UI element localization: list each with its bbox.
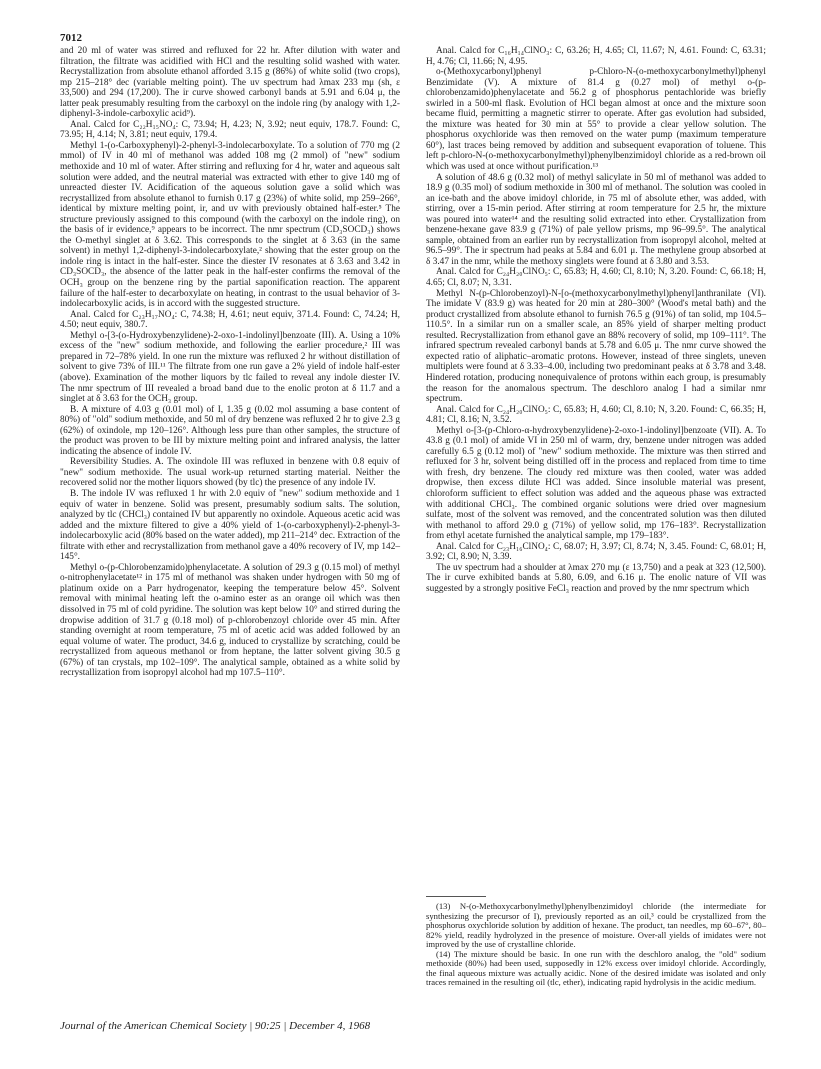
paragraph: Anal. Calcd for C₂₂H₁₅NO₄: C, 73.94; H, 4.23; N, 3.92; neut equiv, 178.7. Found: C, 73.95; H, 4.14; N, 3.81; neut equiv, 179.4. (60, 119, 400, 141)
paragraph: Methyl o-[3-(p-Chloro-α-hydroxybenzylidene)-2-oxo-1-indolinyl]benzoate (VII). A. To 43.8 g (0.1 mol) of amide VI in 250 ml of warm, dry, benzene under nitrogen was added carefully 6.5 g (0.12 mol) of "new" sodium methoxide. The mixture was then stirred and refluxed for 3 hr, solvent being distilled off in the process and replaced from time to time with fresh, dry benzene. The cloudy red mixture was then cooled, water was added dropwise, then excess dilute HCl was added. Since insoluble material was present, chloroform sufficient to effect solution was added and the aqueous phase was extracted with additional CHCl₃. The combined organic solutions were dried over magnesium sulfate, most of the solvent was removed, and the concentrated solution was then diluted with methanol to afford 29.0 g (71%) of yellow solid, mp 176–183°. Recrystallization from ethyl acetate furnished the analytical sample, mp 179–183°. (426, 425, 766, 542)
paragraph: Reversibility Studies. A. The oxindole III was refluxed in benzene with 0.8 equiv of "new" sodium methoxide. The usual work-up returned starting material. Neither the recovered solid nor the mother liquors showed (by tlc) the presence of any indole IV. (60, 457, 400, 489)
paragraph: Methyl N-(p-Chlorobenzoyl)-N-[o-(methoxycarbonylmethyl)phenyl]anthranilate (VI). The imidate V (83.9 g) was heated for 20 min at 280–300° (Wood's metal bath) and the product crystallized from absolute ethanol to furnish 76.5 g (91%) of tan solid, mp 104.5–110.5°. In a similar run on a smaller scale, an 85% yield of sharper melting product resulted. Recrystallization from ethanol gave an 88% recovery of solid, mp 109–111°. The infrared spectrum revealed carbonyl bands at 5.78 and 6.05 μ. The nmr curve showed the expected ratio of aliphatic–aromatic protons. However, instead of three singlets, uneven multiplets were found at δ 3.33–4.00, including two predominant peaks at δ 3.78 and 3.48. Hindered rotation, producing nonequivalence of protons within each group, is presumably the reason for the anomalous spectrum. The deschloro analog I had a similar nmr spectrum. (426, 288, 766, 405)
right-column (426, 46, 766, 594)
journal-footer: Journal of the American Chemical Society | 90:25 | December 4, 1968 (60, 1020, 371, 1032)
paragraph: Anal. Calcd for C₂₄H₂₀ClNO₅: C, 65.83; H, 4.60; Cl, 8.10; N, 3.20. Found: C, 66.35; H, 4.81; Cl, 8.16; N, 3.52. (426, 404, 766, 426)
paragraph: The uv spectrum had a shoulder at λmax 270 mμ (ε 13,750) and a peak at 323 (12,500). The ir curve exhibited bands at 5.80, 6.09, and 6.16 μ. The enolic nature of VII was suggested by a strongly positive FeCl₃ reaction and proved by the nmr spectrum which (426, 562, 766, 594)
footnote-divider (426, 896, 486, 897)
footnote: (14) The mixture should be basic. In one run with the deschloro analog, the "old" sodium methoxide (80%) had been used, supposedly in 12% excess over imidoyl chloride. Accordingly, the final aqueous mixture was actually acidic. None of the desired imidate was isolated and only traces remained in the resulting oil (tlc, ether), indicating rapid hydrolysis in the acidic medium. (426, 948, 766, 987)
footnotes (426, 902, 766, 988)
paragraph: Anal. Calcd for C₂₃H₁₇NO₄: C, 74.38; H, 4.61; neut equiv, 371.4. Found: C, 74.24; H, 4.50; neut equiv, 380.7. (60, 309, 400, 331)
page-number: 7012 (60, 32, 82, 44)
left-column (60, 46, 400, 679)
footnote: (13) N-(o-Methoxycarbonylmethyl)phenylbenzimidoyl chloride (the intermediate for synthesizing the precursor of I), previously reported as an oil,³ could be crystallized from the phosphorus oxychloride solution by addition of hexane. The product, tan needles, mp 60–67°, 80–82% yield, readily hydrolyzed in the presence of moisture. Over-all yields of imidates were not improved by the use of crystalline chloride. (426, 901, 766, 949)
paragraph: and 20 ml of water was stirred and refluxed for 22 hr. After dilution with water and filtration, the filtrate was acidified with HCl and the resulting solid washed with water. Recrystallization from absolute ethanol afforded 3.15 g (86%) of white solid (two crops), mp 215–218° dec (variable melting point). The uv spectrum had λmax 233 mμ (sh, ε 33,500) and 294 (17,200). The ir curve showed carbonyl bands at 5.91 and 6.04 μ, the latter peak presumably resulting from the carboxyl on the indole ring (by analogy with 1,2-diphenyl-3-indole-carboxylic acid⁹). (60, 46, 400, 120)
paragraph: o-(Methoxycarbonyl)phenyl p-Chloro-N-(o-methoxycarbonylmethyl)phenyl Benzimidate (V). A mixture of 81.4 g (0.27 mol) of methyl o-(p-chlorobenzamido)phenylacetate and 56.2 g of phosphorus pentachloride was briefly swirled in a 500-ml flask. Evolution of HCl began almost at once and the mixture soon became fluid, permitting a magnetic stirrer to operate. After gas evolution had subsided, the mixture was heated for 30 min at 55° to provide a clear yellow solution. The phosphorus oxychloride was then removed on the water pump (maximum temperature 60°), last traces being removed by addition and subsequent evaporation of toluene. This left p-chloro-N-(o-methoxycarbonylmethyl)phenylbenzimidoyl chloride as a red-brown oil which was used at once without purification.¹³ (426, 67, 766, 173)
paragraph: B. A mixture of 4.03 g (0.01 mol) of I, 1.35 g (0.02 mol assuming a base content of 80%) of "old" sodium methoxide, and 50 ml of dry benzene was refluxed 2 hr to give 2.3 g (62%) of oxindole, mp 120–126°. Although less pure than other samples, the structure of the product was proven to be III by mixture melting point and infrared analysis, the latter indicating the absence of indole IV. (60, 404, 400, 457)
paragraph: A solution of 48.6 g (0.32 mol) of methyl salicylate in 50 ml of methanol was added to 18.9 g (0.35 mol) of sodium methoxide in 300 ml of methanol. The solution was cooled in an ice-bath and the above imidoyl chloride, in 75 ml of absolute ether, was added, with stirring, over a 15-min period. After stirring at room temperature for 2.5 hr, the mixture was poured into water¹⁴ and the resulting solid extracted into ether. Crystallization from benzene-hexane gave 83.9 g (71%) of pale yellow prisms, mp 96–99.5°. The analytical sample, obtained from an earlier run by recrystallization from isopropyl alcohol, melted at 96.5–99°. The ir spectrum had peaks at 5.84 and 6.01 μ. The methylene group absorbed at δ 3.47 in the nmr, while the methoxy singlets were found at δ 3.80 and 3.53. (426, 172, 766, 267)
paragraph: Anal. Calcd for C₂₃H₁₆ClNO₄: C, 68.07; H, 3.97; Cl, 8.74; N, 3.45. Found: C, 68.01; H, 3.92; Cl, 8.90; N, 3.39. (426, 541, 766, 563)
paragraph: Methyl o-[3-(o-Hydroxybenzylidene)-2-oxo-1-indolinyl]benzoate (III). A. Using a 10% excess of the "new" sodium methoxide, and following the earlier procedure,² III was prepared in 72–78% yield. In one run the mixture was refluxed 2 hr without distillation of solvent to give 73% of III.¹¹ The filtrate from one run gave a 2% yield of indole half-ester (above). Examination of the mother liquors by tlc failed to reveal any indole diester IV. The nmr spectrum of III revealed a broad band due to the enolic proton at δ 11.7 and a singlet at δ 3.63 for the OCH₃ group. (60, 330, 400, 405)
paragraph: B. The indole IV was refluxed 1 hr with 2.0 equiv of "new" sodium methoxide and 1 equiv of water in benzene. Solid was present, presumably sodium salts. The solution, analyzed by tlc (CHCl₃) contained IV but apparently no oxindole. Aqueous acetic acid was added and the mixture filtered to give a 40% yield of 1-(o-carboxyphenyl)-2-phenyl-3-indolecarboxylic acid (80% based on the water added), mp 211–214° dec. Extraction of the filtrate with ether and recrystallization from methanol gave a 40% recovery of IV, mp 142–145°. (60, 488, 400, 563)
paragraph: Anal. Calcd for C₁₆H₁₄ClNO₃: C, 63.26; H, 4.65; Cl, 11.67; N, 4.61. Found: C, 63.31; H, 4.76; Cl, 11.66; N, 4.95. (426, 46, 766, 67)
paragraph: Methyl o-(p-Chlorobenzamido)phenylacetate. A solution of 29.3 g (0.15 mol) of methyl o-nitrophenylacetate¹² in 175 ml of methanol was shaken under hydrogen with 50 mg of platinum oxide on a Parr hydrogenator, keeping the temperature below 45°. Solvent removal with minimal heating left the o-amino ester as an orange oil which was then dissolved in 75 ml of cold pyridine. The solution was kept below 10° and stirred during the dropwise addition of 31.7 g (0.18 mol) of p-chlorobenzoyl chloride over 45 min. After standing overnight at room temperature, 75 ml of acetic acid was added followed by an equal volume of water. The product, 34.6 g, induced to crystallize by scratching, could be recrystallized from aqueous methanol or from heptane, the latter solvent giving 30.5 g (67%) of tan crystals, mp 102–109°. The analytical sample, obtained as a white solid by recrystallization from isopropyl alcohol had mp 107.5–110°. (60, 562, 400, 679)
paragraph: Methyl 1-(o-Carboxyphenyl)-2-phenyl-3-indolecarboxylate. To a solution of 770 mg (2 mmol) of IV in 40 ml of methanol was added 108 mg (2 mmol) of "new" sodium methoxide and 10 ml of water. After stirring and refluxing for 4 hr, water and aqueous salt solution were added, and the neutral material was extracted with ether to give 140 mg of unreacted diester IV. Acidification of the aqueous solution gave a solid which was recrystallized from absolute ethanol to furnish 0.17 g (23%) of white solid, mp 259–266°, identical by mixture melting point, ir, and uv with previously obtained half-ester.⁵ The structure previously assigned to this compound (with the carboxyl on the indole ring), on the basis of ir evidence,⁹ appears to be incorrect. The nmr spectrum (CD₃SOCD₃) shows the O-methyl singlet at δ 3.62. This corresponds to the singlet at δ 3.63 (in the same solvent) in methyl 1,2-diphenyl-3-indolecarboxylate,² showing that the ester group on the indole ring is intact in the half-ester. Since the diester IV resonates at δ 3.63 and 3.42 in CD₃SOCD₃, the absence of the latter peak in the half-ester confirms the removal of the OCH₃ group on the benzene ring by the partial saponification reaction. The apparent failure of the half-ester to decarboxylate on heating, in contrast to the usual behavior of 3-indolecarboxylic acids, is in accord with the suggested structure. (60, 140, 400, 310)
paragraph: Anal. Calcd for C₂₄H₂₀ClNO₅: C, 65.83; H, 4.60; Cl, 8.10; N, 3.20. Found: C, 66.18; H, 4.65; Cl, 8.07; N, 3.31. (426, 267, 766, 289)
